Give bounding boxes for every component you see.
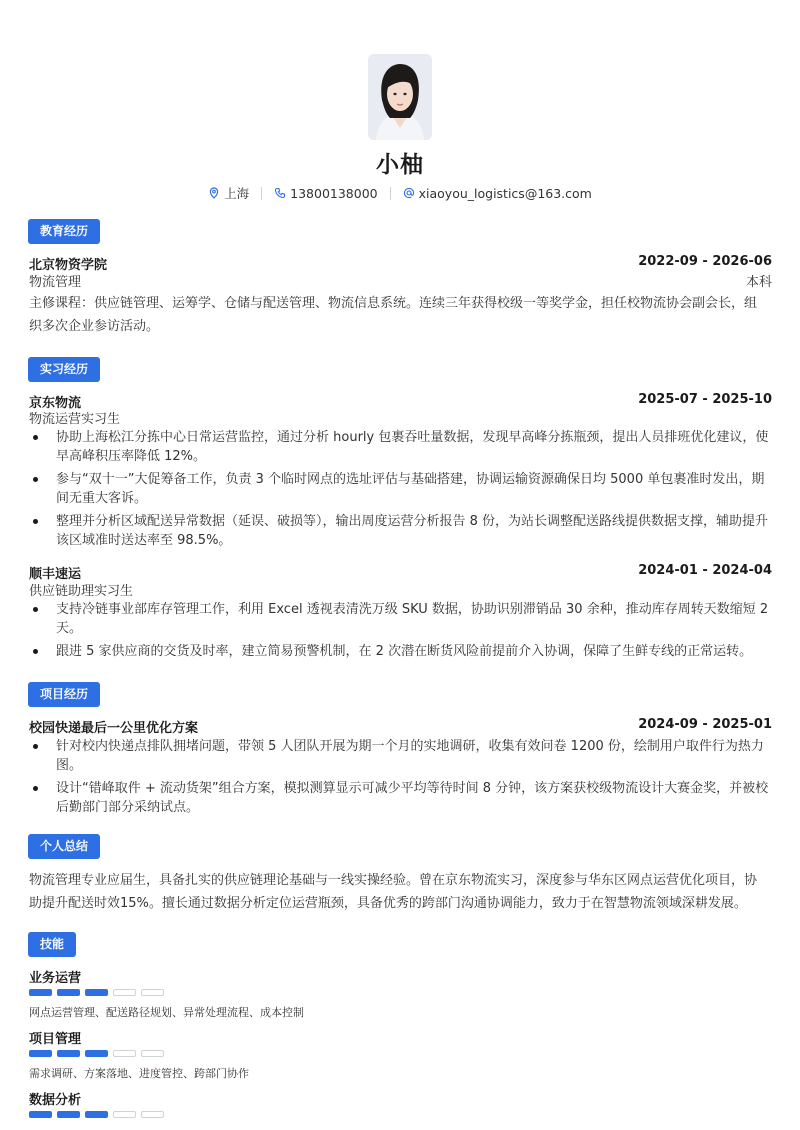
education-dates: 2022-09 - 2026-06 [638,254,772,269]
skill-level-segment-empty [141,1050,164,1057]
location-pin-icon [208,187,220,199]
internship-bullets [29,600,772,665]
skill-level-segment-empty [113,989,136,996]
location-text: 上海 [224,186,250,201]
list-item: 针对校内快递点排队拥堵问题，带领 5 人团队开展为期一个月的实地调研，收集有效问卷 1200 份，绘制用户取件行为热力图。 [29,737,772,775]
skill-level-segment-filled [29,989,52,996]
education-sub-row [29,271,772,290]
internship-bullets [29,428,772,554]
skill-name: 数据分析 [29,1093,82,1108]
internship-dates: 2024-01 - 2024-04 [638,563,772,578]
education-line: 织多次企业参访活动。 [29,319,160,334]
skill-level-segment-empty [113,1050,136,1057]
skill-level-segment-filled [85,989,108,996]
company-name: 顺丰速运 [29,567,82,582]
profile-photo [368,54,432,140]
project-header-row [29,717,772,736]
project-bullets [29,737,772,821]
contact-email[interactable] [403,186,592,201]
education-description [29,292,772,338]
internship-role-row [29,408,772,427]
skill-level-segment-filled [57,1050,80,1057]
company-name: 京东物流 [29,396,82,411]
skill-level-segment-filled [57,989,80,996]
education-degree: 本科 [745,275,772,290]
internship-role: 供应链助理实习生 [29,584,134,599]
internship-dates: 2025-07 - 2025-10 [638,392,772,407]
skill-level-segment-empty [113,1111,136,1118]
education-line: 主修课程：供应链管理、运筹学、仓储与配送管理、物流信息系统。连续三年获得校级一等奖学金，担任校物流协会副会长，组 [29,296,758,311]
skill-name: 业务运营 [29,971,82,986]
summary-line: 物流管理专业应届生，具备扎实的供应链理论基础与一线实操经验。曾在京东物流实习，深度参与华东区网点运营优化项目，协 [29,873,758,888]
contact-location [208,184,249,202]
skill-level-segment-filled [85,1111,108,1118]
contact-phone [274,186,377,201]
skill-level-bar [29,989,164,996]
internship-role-row [29,580,772,599]
project-dates: 2024-09 - 2025-01 [638,717,772,732]
skill-level-bar [29,1111,164,1118]
skill-level-segment-filled [57,1111,80,1118]
project-title: 校园快递最后一公里优化方案 [29,721,199,736]
section-heading-summary: 个人总结 [28,834,100,859]
summary-text [29,869,772,915]
list-item: 整理并分析区域配送异常数据（延误、破损等），输出周度运营分析报告 8 份，为站长调整配送路线提供数据支撑，辅助提升该区域准时送达率至 98.5%。 [29,512,772,550]
list-item: 设计“错峰取件 + 流动货架”组合方案，模拟测算显示可减少平均等待时间 8 分钟，该方案获校级物流设计大赛金奖，并被校后勤部门部分采纳试点。 [29,779,772,817]
skill-level-segment-filled [29,1050,52,1057]
section-heading-skills: 技能 [28,932,76,957]
phone-icon [274,187,286,199]
contact-divider [390,187,391,200]
summary-line: 助提升配送时效15%。擅长通过数据分析定位运营瓶颈，具备优秀的跨部门沟通协调能力，致力于在智慧物流领域深耕发展。 [29,896,747,911]
candidate-name: 小柚 [376,152,424,178]
skill-level-segment-filled [29,1111,52,1118]
skill-name: 项目管理 [29,1032,82,1047]
avatar-illustration [368,54,432,140]
at-sign-icon [403,187,415,199]
list-item: 跟进 5 家供应商的交货及时率，建立简易预警机制，在 2 次潜在断货风险前提前介入协调，保障了生鲜专线的正常运转。 [29,642,772,661]
email-text[interactable]: xiaoyou_logistics@163.com [418,185,592,201]
internship-role: 物流运营实习生 [29,412,121,427]
education-major: 物流管理 [29,275,82,290]
skill-level-bar [29,1050,164,1057]
contact-divider [261,187,262,200]
phone-text: 13800138000 [290,185,378,201]
contact-bar [0,184,800,202]
skill-description: 网点运营管理、配送路径规划、异常处理流程、成本控制 [29,1006,304,1019]
list-item: 协助上海松江分拣中心日常运营监控，通过分析 hourly 包裹吞吐量数据，发现早高峰分拣瓶颈，提出人员排班优化建议，使早高峰积压率降低 12%。 [29,428,772,466]
section-heading-projects: 项目经历 [28,682,100,707]
school-name: 北京物资学院 [29,258,108,273]
skill-level-segment-empty [141,1111,164,1118]
skill-description: 需求调研、方案落地、进度管控、跨部门协作 [29,1067,249,1080]
list-item: 支持冷链事业部库存管理工作，利用 Excel 透视表清洗万级 SKU 数据，协助识别滞销品 30 余种，推动库存周转天数缩短 2 天。 [29,600,772,638]
section-heading-education: 教育经历 [28,219,100,244]
skill-level-segment-empty [141,989,164,996]
skill-level-segment-filled [85,1050,108,1057]
list-item: 参与“双十一”大促筹备工作，负责 3 个临时网点的选址评估与基础搭建，协调运输资源确保日均 5000 单包裹准时发出，期间无重大客诉。 [29,470,772,508]
section-heading-internships: 实习经历 [28,357,100,382]
